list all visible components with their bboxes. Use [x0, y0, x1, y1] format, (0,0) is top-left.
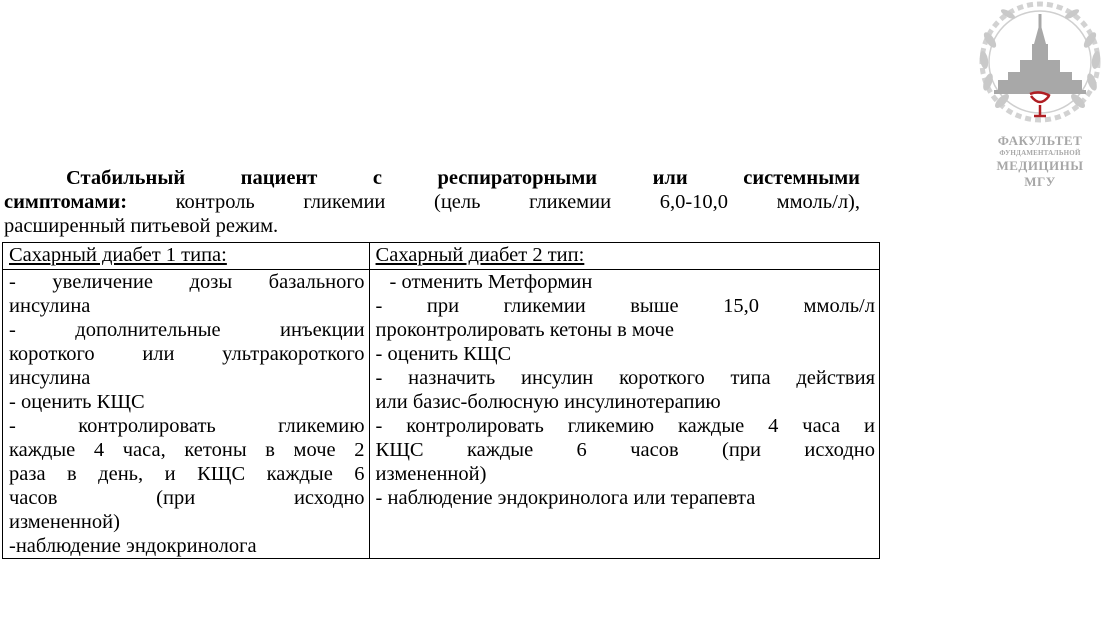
list-item-line: проконтролировать кетоны в моче	[375, 319, 674, 341]
list-item-line: инсулина	[9, 367, 91, 389]
logo-text-medicine: МЕДИЦИНЫ	[996, 158, 1084, 173]
list-item-line: раза в день, и КЩС каждые 6	[9, 463, 365, 485]
list-item-line: или базис-болюсную инсулинотерапию	[375, 391, 721, 413]
list-item	[376, 366, 875, 414]
list-item	[376, 486, 875, 510]
type2-recommendations	[369, 270, 879, 559]
list-item-line: каждые 4 часа, кетоны в моче 2	[9, 439, 365, 461]
list-item	[9, 390, 365, 414]
intro-paragraph	[4, 166, 860, 238]
list-item-line: - оценить КЩС	[375, 343, 512, 365]
list-item	[376, 414, 875, 486]
logo-text-faculty: ФАКУЛЬТЕТ	[997, 133, 1083, 148]
intro-heading: Стабильный пациент с респираторными или системными	[66, 167, 860, 189]
table-body-row	[3, 270, 880, 559]
list-item-line: - увеличение дозы базального	[9, 271, 365, 293]
list-item-line: - контролировать гликемию каждые 4 часа и	[375, 415, 875, 437]
table-header-type2	[369, 243, 879, 270]
list-item-line: -наблюдение эндокринолога	[9, 535, 257, 557]
faculty-logo	[968, 0, 1112, 200]
list-item-line: измененной)	[9, 511, 120, 533]
list-item	[376, 342, 875, 366]
list-item	[376, 270, 875, 294]
list-item-line: - при гликемии выше 15,0 ммоль/л	[375, 295, 875, 317]
diabetes-management-table	[2, 242, 880, 559]
logo-text-fundamental: ФУНДАМЕНТАЛЬНОЙ	[999, 149, 1081, 157]
msu-building-emblem-icon	[968, 0, 1112, 132]
list-item-line: - наблюдение эндокринолога или терапевта	[375, 487, 756, 509]
header-type1-label: Сахарный диабет 1 типа:	[9, 244, 227, 266]
intro-glycemia-target: контроль гликемии (цель гликемии 6,0-10,0 ммоль/л),	[175, 191, 860, 213]
list-item-line: часов (при исходно	[9, 487, 365, 509]
list-item-line: - отменить Метформин	[389, 271, 593, 293]
list-item-line: - контролировать гликемию	[9, 415, 365, 437]
list-item	[376, 294, 875, 342]
list-item	[9, 318, 365, 390]
header-type2-label: Сахарный диабет 2 тип:	[375, 244, 585, 266]
intro-heading-end: симптомами:	[4, 191, 128, 213]
list-item-line: короткого или ультракороткого	[9, 343, 365, 365]
list-item-line: - дополнительные инъекции	[9, 319, 365, 341]
type1-recommendations	[3, 270, 370, 559]
intro-line-2	[4, 190, 860, 214]
list-item	[9, 270, 365, 318]
table-header-row	[3, 243, 880, 270]
list-item-line: измененной)	[375, 463, 487, 485]
intro-line-3: расширенный питьевой режим.	[4, 215, 279, 237]
list-item-line: КЩС каждые 6 часов (при исходно	[375, 439, 875, 461]
logo-text-msu: МГУ	[1024, 174, 1056, 189]
table-header-type1	[3, 243, 370, 270]
list-item-line: - назначить инсулин короткого типа действия	[375, 367, 875, 389]
list-item-line: инсулина	[9, 295, 91, 317]
list-item-line: - оценить КЩС	[9, 391, 145, 413]
list-item	[9, 414, 365, 534]
list-item	[9, 534, 365, 558]
